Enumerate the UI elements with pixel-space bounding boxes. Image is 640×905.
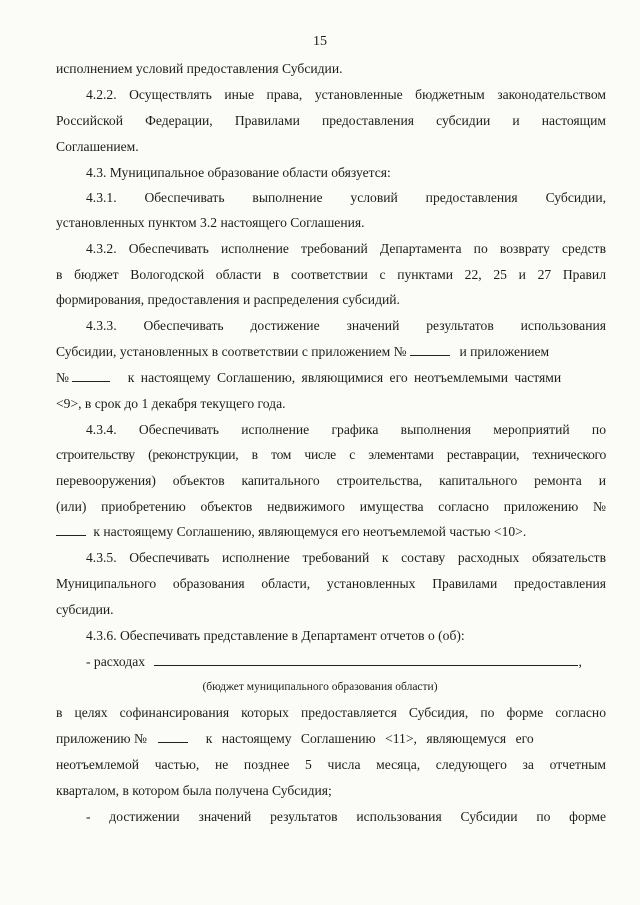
blank-field xyxy=(410,343,450,356)
text-line: строительству (реконструкции, в том числе с элементами реставрации, технического xyxy=(56,447,606,462)
text-line xyxy=(56,523,606,541)
text-line: формирования, предоставления и распределения субсидий. xyxy=(56,292,400,307)
text-line: установленных пунктом 3.2 настоящего Соглашения. xyxy=(56,215,365,230)
text-line: 4.3.5. Обеспечивать исполнение требований к составу расходных обязательств xyxy=(86,550,606,565)
text-line: неотъемлемой частью, не позднее 5 числа месяца, следующего за отчетным xyxy=(56,757,606,772)
text-line xyxy=(86,653,606,671)
blank-field xyxy=(154,653,578,666)
line-text: № xyxy=(56,370,69,385)
text-line: (или) приобретению объектов недвижимого имущества согласно приложению № xyxy=(56,499,606,514)
text-line: в бюджет Вологодской области в соответствии с пунктами 22, 25 и 27 Правил xyxy=(56,267,606,282)
text-line: в целях софинансирования которых предоставляется Субсидия, по форме согласно xyxy=(56,705,606,720)
line-text: к настоящему Соглашению, являющемуся его неотъемлемой частью <10>. xyxy=(93,524,527,539)
text-line: субсидии. xyxy=(56,602,114,617)
line-text: Субсидии, установленных в соответствии с приложением № xyxy=(56,344,407,359)
line-text: к настоящему Соглашению <11>, являющемуся его xyxy=(205,731,534,746)
line-text: приложению № xyxy=(56,731,147,746)
line-text: , xyxy=(578,654,582,669)
text-line: 4.2.2. Осуществлять иные права, установленные бюджетным законодательством xyxy=(86,87,606,102)
text-line: - достижении значений результатов использования Субсидии по форме xyxy=(86,809,606,824)
text-line: 4.3.2. Обеспечивать исполнение требований Департамента по возврату средств xyxy=(86,241,606,256)
text-line: кварталом, в котором была получена Субсидия; xyxy=(56,783,332,798)
text-line: перевооружения) объектов капитального строительства, капитального ремонта и xyxy=(56,473,606,488)
text-line xyxy=(56,730,606,748)
page-number: 15 xyxy=(313,34,327,49)
text-line: Российской Федерации, Правилами предоставления субсидии и настоящим xyxy=(56,113,606,128)
field-caption: (бюджет муниципального образования области) xyxy=(202,681,438,693)
blank-field xyxy=(72,369,110,382)
line-text: к настоящему Соглашению, являющимися его неотъемлемыми частями xyxy=(127,370,562,385)
text-line: 4.3. Муниципальное образование области обязуется: xyxy=(86,165,391,180)
text-line xyxy=(56,343,606,361)
text-line: <9>, в срок до 1 декабря текущего года. xyxy=(56,396,286,411)
blank-field xyxy=(158,730,188,743)
line-text: и приложением xyxy=(459,344,550,359)
text-line: Муниципального образования области, установленных Правилами предоставления xyxy=(56,576,606,591)
text-line: 4.3.6. Обеспечивать представление в Департамент отчетов о (об): xyxy=(86,628,465,643)
text-line: 4.3.4. Обеспечивать исполнение графика выполнения мероприятий по xyxy=(86,422,606,437)
text-line: Соглашением. xyxy=(56,139,139,154)
text-line: 4.3.1. Обеспечивать выполнение условий предоставления Субсидии, xyxy=(86,190,606,205)
line-text: - расходах xyxy=(86,654,146,669)
text-line xyxy=(56,369,606,387)
blank-field xyxy=(56,523,86,536)
text-line: 4.3.3. Обеспечивать достижение значений результатов использования xyxy=(86,318,606,333)
text-line: исполнением условий предоставления Субсидии. xyxy=(56,61,343,76)
